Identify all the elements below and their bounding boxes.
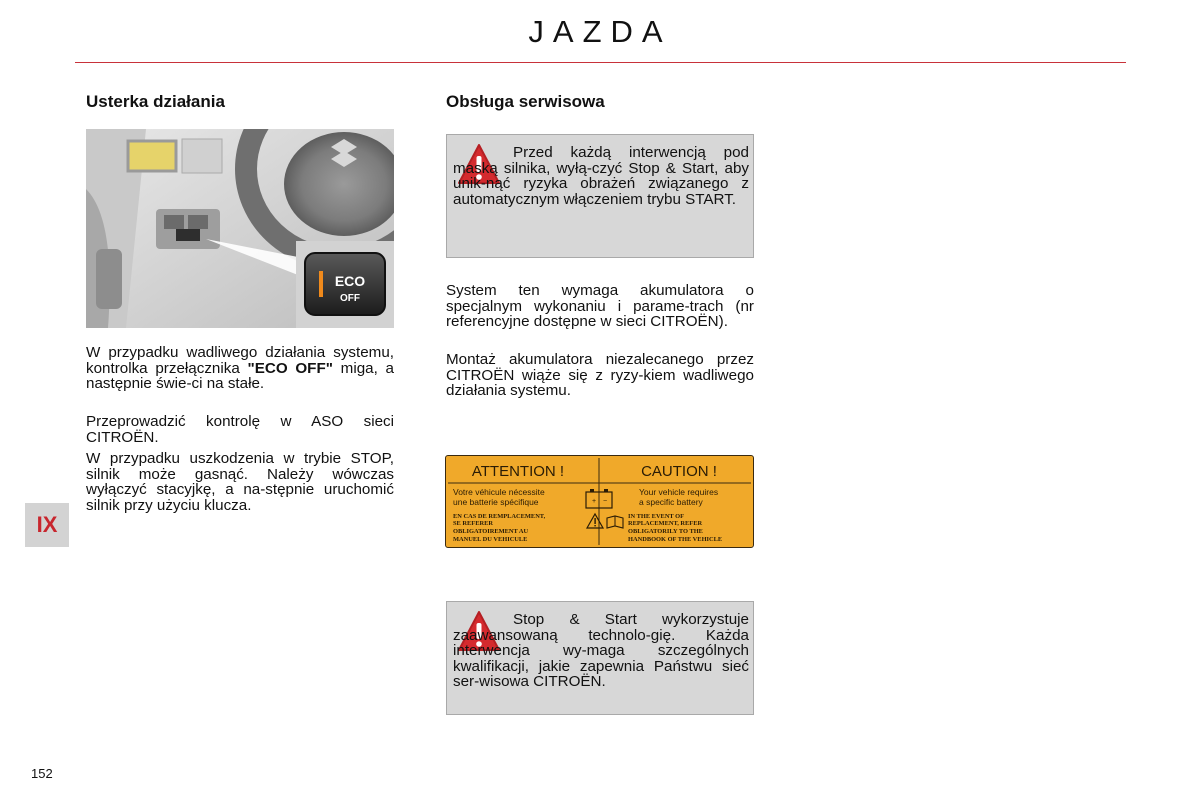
section-heading-malfunction: Usterka działania [86, 92, 225, 111]
warning-text-qualified-service: Stop & Start wykorzystuje zaawansowaną technolo-gię. Każda interwencja wy-maga szczególnych kwalifikacji, jakie zapewnia Państwu sieć ser-wisowa CITROËN. [453, 611, 749, 690]
label-fr-subtitle-2: une batterie spécifique [453, 497, 539, 507]
label-en-small-3: OBLIGATORILY TO THE [628, 528, 703, 535]
label-en-small-4: HANDBOOK OF THE VEHICLE [628, 536, 723, 543]
label-fr-small-1: EN CAS DE REMPLACEMENT, [453, 513, 546, 520]
paragraph-battery-requirement: System ten wymaga akumulatora o specjalnym wykonaniu i parame-trach (nr referencyjne dostępne w sieci CITROËN). [446, 282, 754, 330]
label-fr-small-4: MANUEL DU VEHICULE [453, 536, 528, 543]
page-title: JAZDA [528, 14, 672, 49]
label-caution-title: CAUTION ! [641, 463, 717, 480]
label-en-small-1: IN THE EVENT OF [628, 513, 685, 520]
svg-text:+: + [592, 498, 597, 505]
eco-button-label: ECO [334, 273, 366, 289]
off-button-label: OFF [340, 293, 360, 304]
label-fr-subtitle-1: Votre véhicule nécessite [453, 487, 545, 497]
header-divider [75, 62, 1126, 63]
paragraph-battery-risk: Montaż akumulatora niezalecanego przez CITROËN wiąże się z ryzy-kiem wadliwego działania systemu. [446, 351, 754, 399]
label-attention-title: ATTENTION ! [471, 463, 565, 480]
section-heading-service: Obsługa serwisowa [446, 92, 605, 111]
eco-off-emphasis: "ECO OFF" [247, 359, 333, 377]
paragraph-malfunction-indicator: W przypadku wadliwego działania systemu, kontrolka przełącznika "ECO OFF" miga, a następnie świe-ci na stałe. [86, 344, 394, 392]
svg-text:−: − [603, 498, 608, 505]
warning-box-bonnet [446, 134, 754, 258]
label-en-subtitle-1: Your vehicle requires [639, 487, 719, 497]
small-warning-triangle-icon [587, 514, 603, 528]
manual-book-icon [607, 516, 623, 528]
warning-box-qualified-service [446, 601, 754, 715]
page-number: 152 [31, 766, 53, 781]
label-fr-small-2: SE REFERER [453, 520, 493, 527]
label-en-subtitle-2: a specific battery [639, 497, 703, 507]
paragraph-check-aso: Przeprowadzić kontrolę w ASO sieci CITROËN. [86, 413, 394, 446]
label-en-small-2: REPLACEMENT, REFER [628, 520, 703, 527]
label-fr-small-3: OBLIGATOIREMENT AU [453, 528, 529, 535]
battery-warning-label [445, 455, 754, 548]
paragraph-stop-mode-fault: W przypadku uszkodzenia w trybie STOP, silnik może gasnąć. Należy wówczas wyłączyć stacyjkę, a na-stępnie uruchomić silnik przy użyciu klucza. [86, 450, 394, 514]
eco-off-button-photo [86, 129, 394, 328]
warning-text-bonnet: Przed każdą interwencją pod maską silnika, wyłą-czyć Stop & Start, aby unik-nąć ryzyka obrażeń związanego z automatycznym włączeniem trybu START. [453, 144, 749, 208]
chapter-tab: IX [25, 503, 69, 547]
